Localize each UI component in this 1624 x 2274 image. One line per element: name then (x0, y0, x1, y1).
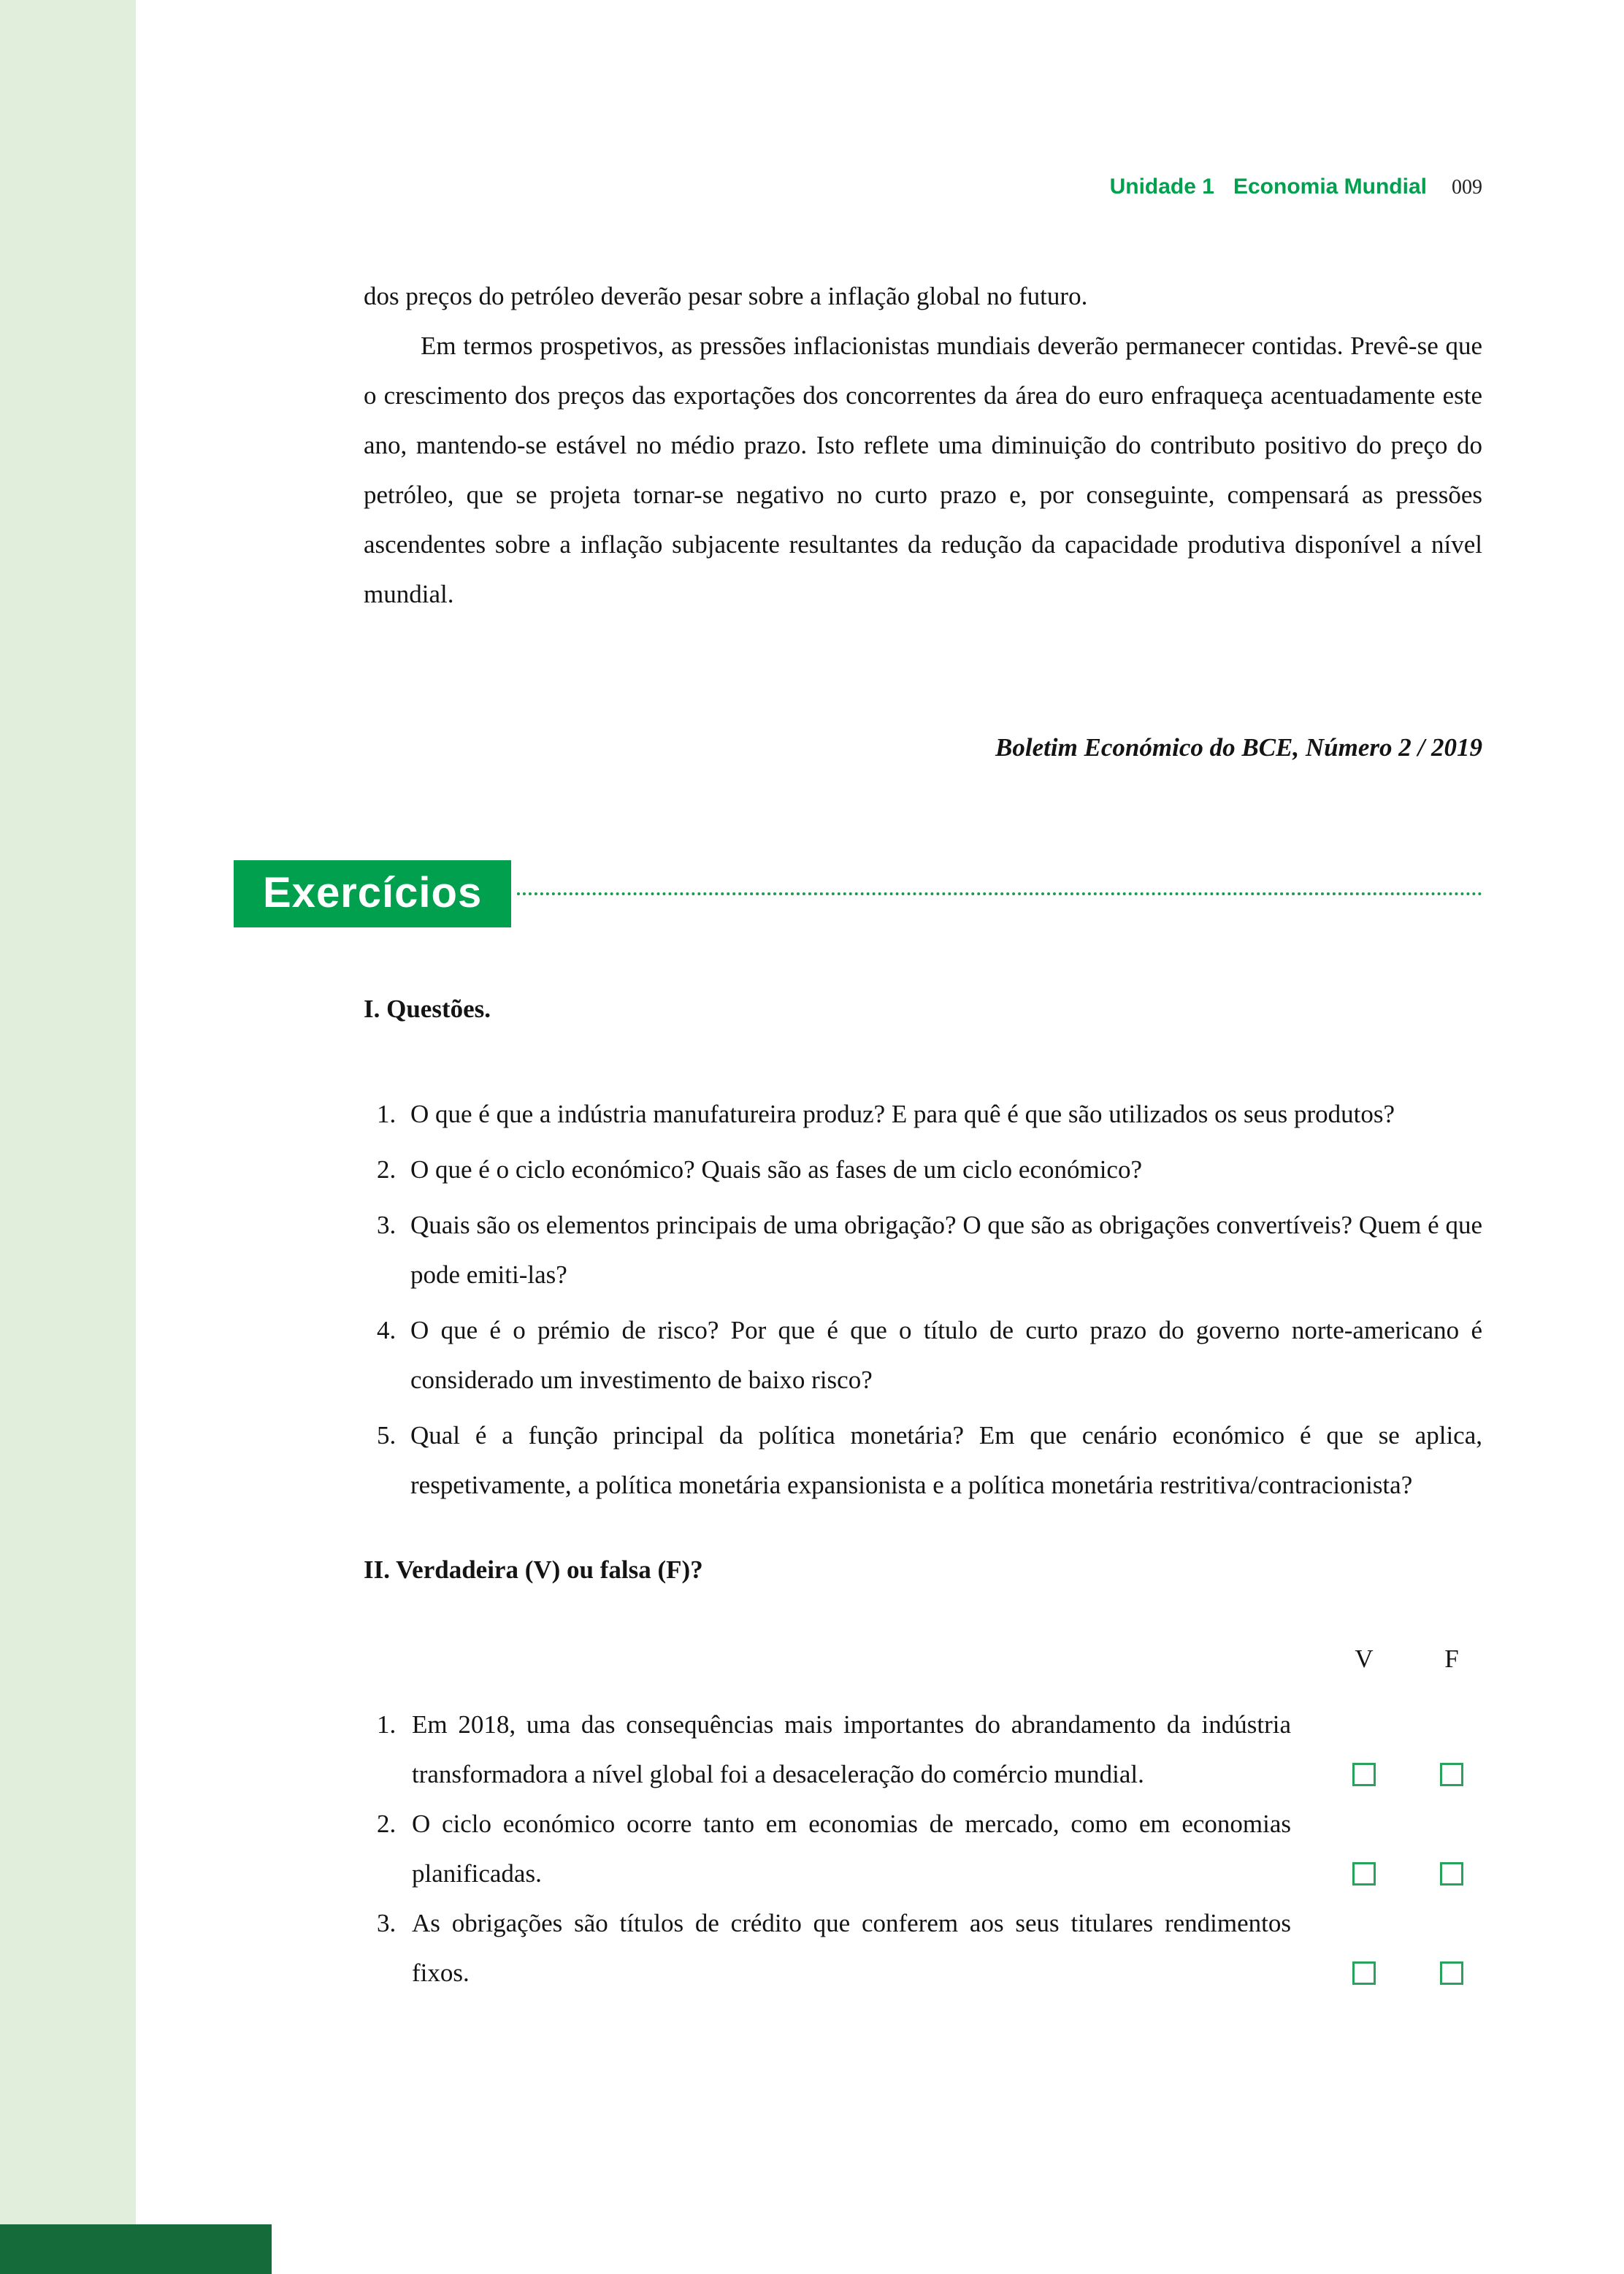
exercises-banner-row (234, 860, 1482, 927)
true-false-list (364, 1700, 1482, 1998)
exercises-section (364, 993, 1482, 1998)
questions-title: I. Questões. (364, 995, 491, 1023)
true-false-item (364, 1799, 1482, 1899)
statement-text: As obrigações são títulos de crédito que conferem aos seus titulares rendimentos fixos. (412, 1909, 1291, 1987)
tf-2-f-checkbox[interactable] (1440, 1862, 1463, 1886)
unit-label: Unidade 1 (1109, 175, 1214, 199)
statement-number: 1. (377, 1710, 397, 1739)
quote-attribution: Boletim Económico do BCE, Número 2 / 2019 (995, 733, 1482, 762)
page-header (364, 174, 1482, 201)
question-text: O que é o ciclo económico? Quais são as fases de um ciclo económico? (410, 1155, 1142, 1184)
answer-boxes (1352, 1763, 1482, 1786)
question-text: Quais são os elementos principais de uma obrigação? O que são as obrigações convertíveis? Quem é que pode emiti-las? (410, 1211, 1482, 1289)
tf-1-v-checkbox[interactable] (1352, 1763, 1376, 1786)
dotted-leader (517, 892, 1482, 895)
exercises-banner: Exercícios (234, 860, 511, 927)
question-item (364, 1306, 1482, 1405)
column-header-f: F (1444, 1645, 1459, 1673)
tf-3-v-checkbox[interactable] (1352, 1961, 1376, 1985)
statement-number: 2. (377, 1810, 397, 1838)
tf-3-f-checkbox[interactable] (1440, 1961, 1463, 1985)
question-text: O que é o prémio de risco? Por que é que o título de curto prazo do governo norte-americano é considerado um investimento de baixo risco? (410, 1316, 1482, 1394)
question-item (364, 1145, 1482, 1195)
question-text: Qual é a função principal da política monetária? Em que cenário económico é que se aplica, respetivamente, a política monetária expansionista e a política monetária restritiva/contracionista? (410, 1421, 1482, 1499)
true-false-title: II. Verdadeira (V) ou falsa (F)? (364, 1555, 703, 1584)
intro-paragraph-1: dos preços do petróleo deverão pesar sobre a inflação global no futuro. (364, 282, 1088, 310)
question-item (364, 1090, 1482, 1139)
statement-text: O ciclo económico ocorre tanto em economias de mercado, como em economias planificadas. (412, 1810, 1291, 1888)
answer-boxes (1352, 1862, 1482, 1886)
statement (364, 1700, 1291, 1799)
column-header-v: V (1355, 1645, 1374, 1673)
question-number: 1. (377, 1100, 397, 1128)
statement (364, 1899, 1291, 1998)
tf-1-f-checkbox[interactable] (1440, 1763, 1463, 1786)
question-number: 2. (377, 1155, 397, 1184)
chapter-label: Economia Mundial (1233, 175, 1427, 199)
intro-paragraph-2: Em termos prospetivos, as pressões inflacionistas mundiais deverão permanecer contidas. Prevê-se que o crescimento dos preços das exportações dos concorrentes da área do euro enfraqueça acentuadamente este ano, mantendo-se estável no médio prazo. Isto reflete uma diminuição do contributo positivo do preço do petróleo, que se projeta tornar-se negativo no curto prazo e, por conseguinte, compensará as pressões ascendentes sobre a inflação subjacente resultantes da redução da capacidade produtiva disponível a nível mundial. (364, 332, 1482, 608)
answer-boxes (1352, 1961, 1482, 1985)
statement (364, 1799, 1291, 1899)
question-number: 3. (377, 1211, 397, 1239)
true-false-item (364, 1899, 1482, 1998)
statement-number: 3. (377, 1909, 397, 1937)
questions-list (364, 1090, 1482, 1510)
question-item (364, 1411, 1482, 1510)
tf-2-v-checkbox[interactable] (1352, 1862, 1376, 1886)
question-item (364, 1201, 1482, 1300)
true-false-column-headers (364, 1645, 1482, 1674)
question-number: 5. (377, 1421, 397, 1450)
intro-text (364, 272, 1482, 619)
true-false-item (364, 1700, 1482, 1799)
statement-text: Em 2018, uma das consequências mais importantes do abrandamento da indústria transformadora a nível global foi a desaceleração do comércio mundial. (412, 1710, 1291, 1788)
footer-green-strip (0, 2224, 272, 2274)
page-number: 009 (1452, 176, 1482, 199)
question-number: 4. (377, 1316, 397, 1344)
question-text: O que é que a indústria manufatureira produz? E para quê é que são utilizados os seus produtos? (410, 1100, 1395, 1128)
left-margin-band (0, 0, 136, 2224)
